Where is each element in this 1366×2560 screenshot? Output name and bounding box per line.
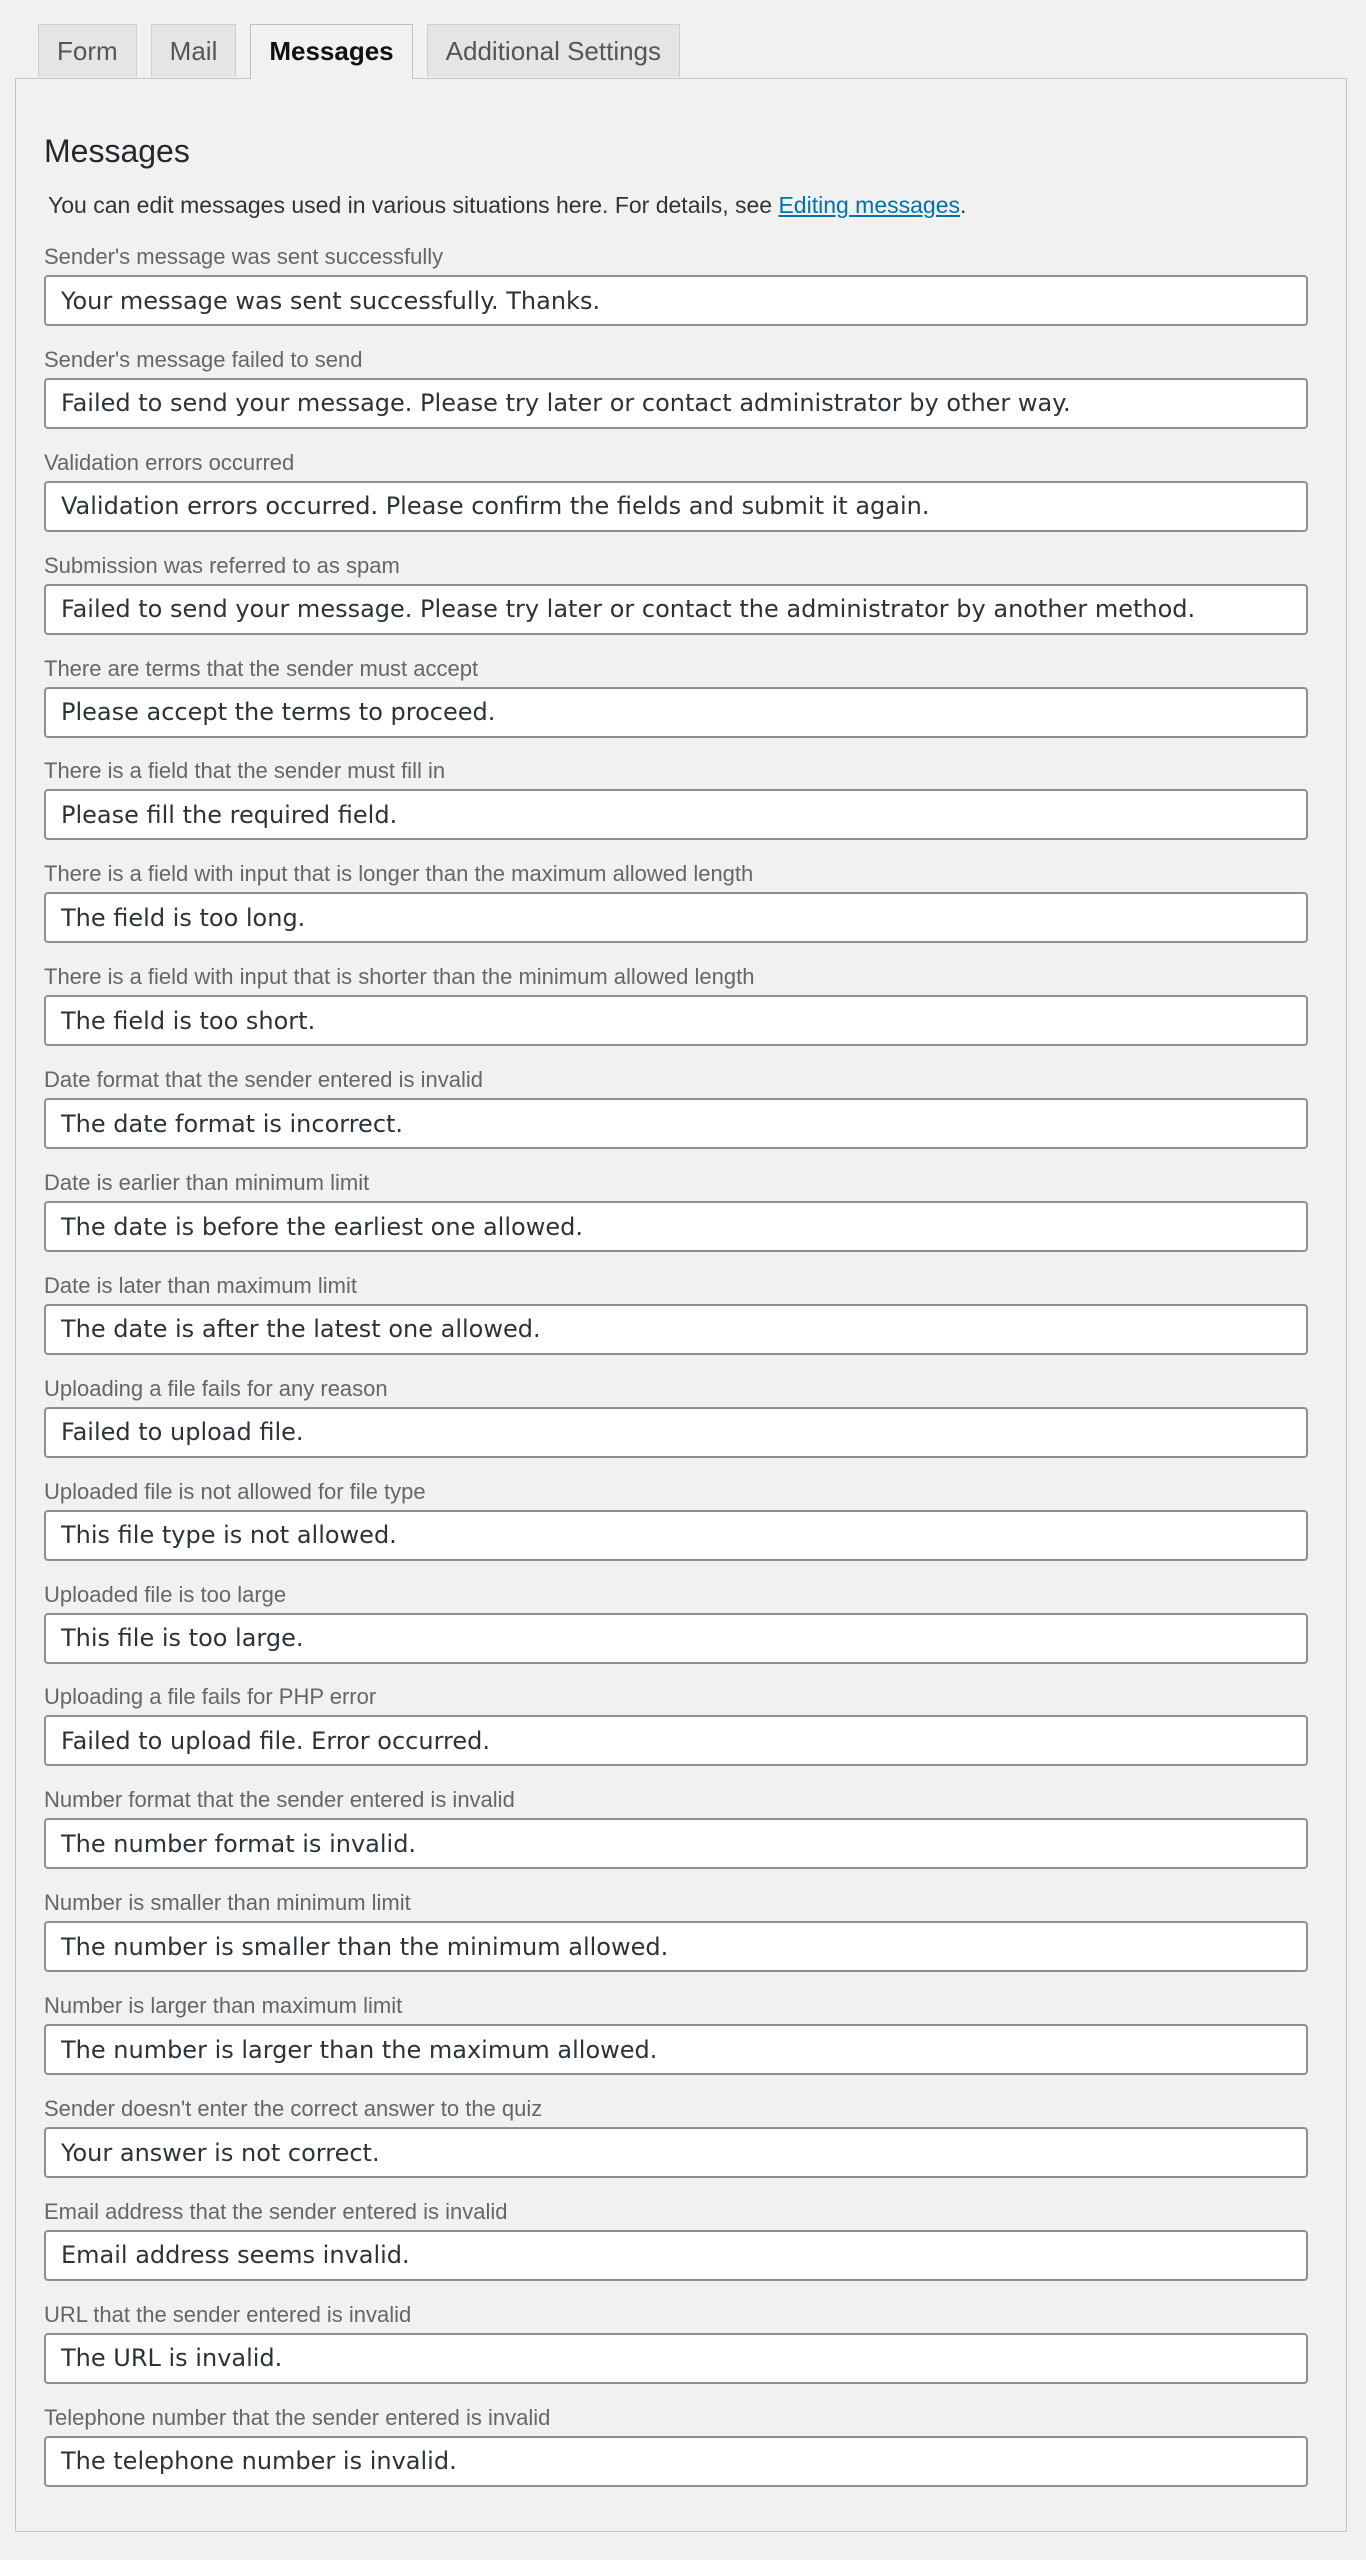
message-label: Uploaded file is too large	[44, 1581, 287, 1607]
description-text: You can edit messages used in various situations here. For details, see	[48, 192, 779, 218]
message-label: There is a field with input that is longer than the maximum allowed length	[44, 861, 754, 887]
message-input[interactable]	[44, 2333, 1308, 2384]
description-period: .	[960, 192, 967, 218]
message-input[interactable]	[44, 995, 1308, 1046]
message-field	[44, 554, 1308, 657]
message-input[interactable]	[44, 1098, 1308, 1149]
tab-mail[interactable]: Mail	[151, 24, 237, 77]
message-label: Number is smaller than minimum limit	[44, 1890, 411, 1916]
message-input[interactable]	[44, 892, 1308, 943]
message-field	[44, 2097, 1308, 2200]
message-input[interactable]	[44, 2024, 1308, 2075]
message-input[interactable]	[44, 2230, 1308, 2281]
message-label: Date is later than maximum limit	[44, 1272, 357, 1298]
settings-tabs	[38, 24, 680, 78]
message-input[interactable]	[44, 1921, 1308, 1972]
message-field	[44, 1274, 1308, 1377]
message-label: There are terms that the sender must accept	[44, 655, 479, 681]
message-field	[44, 245, 1308, 348]
message-input[interactable]	[44, 789, 1308, 840]
message-input[interactable]	[44, 687, 1308, 738]
message-field	[44, 1171, 1308, 1274]
message-input[interactable]	[44, 1407, 1308, 1458]
editing-messages-link[interactable]: Editing messages	[778, 192, 960, 218]
message-input[interactable]	[44, 2436, 1308, 2487]
message-field	[44, 862, 1308, 965]
message-input[interactable]	[44, 275, 1308, 326]
message-input[interactable]	[44, 378, 1308, 429]
message-input[interactable]	[44, 1715, 1308, 1766]
message-label: Email address that the sender entered is invalid	[44, 2198, 508, 2224]
message-field	[44, 2406, 1308, 2509]
message-input[interactable]	[44, 1201, 1308, 1252]
message-label: Number is larger than maximum limit	[44, 1993, 403, 2019]
message-label: Sender's message failed to send	[44, 346, 363, 372]
message-field	[44, 2303, 1308, 2406]
message-label: Validation errors occurred	[44, 449, 295, 475]
message-label: Uploaded file is not allowed for file type	[44, 1478, 426, 1504]
message-label: There is a field that the sender must fill in	[44, 758, 446, 784]
message-label: Number format that the sender entered is invalid	[44, 1787, 515, 1813]
message-field	[44, 1068, 1308, 1171]
message-label: Date is earlier than minimum limit	[44, 1170, 370, 1196]
message-field	[44, 657, 1308, 760]
tab-additional-settings[interactable]: Additional Settings	[427, 24, 680, 77]
message-field	[44, 1480, 1308, 1583]
message-field	[44, 1788, 1308, 1891]
message-label: Uploading a file fails for PHP error	[44, 1684, 377, 1710]
message-label: Sender doesn't enter the correct answer to the quiz	[44, 2096, 543, 2122]
message-input[interactable]	[44, 2127, 1308, 2178]
message-field	[44, 1891, 1308, 1994]
message-field	[44, 1685, 1308, 1788]
message-label: Uploading a file fails for any reason	[44, 1375, 388, 1401]
message-label: Date format that the sender entered is invalid	[44, 1067, 484, 1093]
message-input[interactable]	[44, 584, 1308, 635]
message-field	[44, 348, 1308, 451]
message-field	[44, 759, 1308, 862]
message-label: URL that the sender entered is invalid	[44, 2301, 412, 2327]
message-label: Telephone number that the sender entered is invalid	[44, 2404, 551, 2430]
message-input[interactable]	[44, 1304, 1308, 1355]
messages-list	[44, 245, 1308, 2509]
messages-panel	[15, 78, 1347, 2532]
message-field	[44, 1994, 1308, 2097]
tab-messages[interactable]: Messages	[250, 24, 412, 79]
message-input[interactable]	[44, 481, 1308, 532]
message-label: There is a field with input that is shorter than the minimum allowed length	[44, 964, 755, 990]
message-input[interactable]	[44, 1818, 1308, 1869]
message-input[interactable]	[44, 1613, 1308, 1664]
message-field	[44, 1377, 1308, 1480]
tab-form[interactable]: Form	[38, 24, 137, 77]
message-label: Submission was referred to as spam	[44, 552, 400, 578]
message-field	[44, 965, 1308, 1068]
message-field	[44, 451, 1308, 554]
message-field	[44, 1583, 1308, 1686]
message-label: Sender's message was sent successfully	[44, 244, 444, 269]
section-description	[48, 192, 966, 220]
message-input[interactable]	[44, 1510, 1308, 1561]
section-title: Messages	[44, 133, 190, 169]
message-field	[44, 2200, 1308, 2303]
